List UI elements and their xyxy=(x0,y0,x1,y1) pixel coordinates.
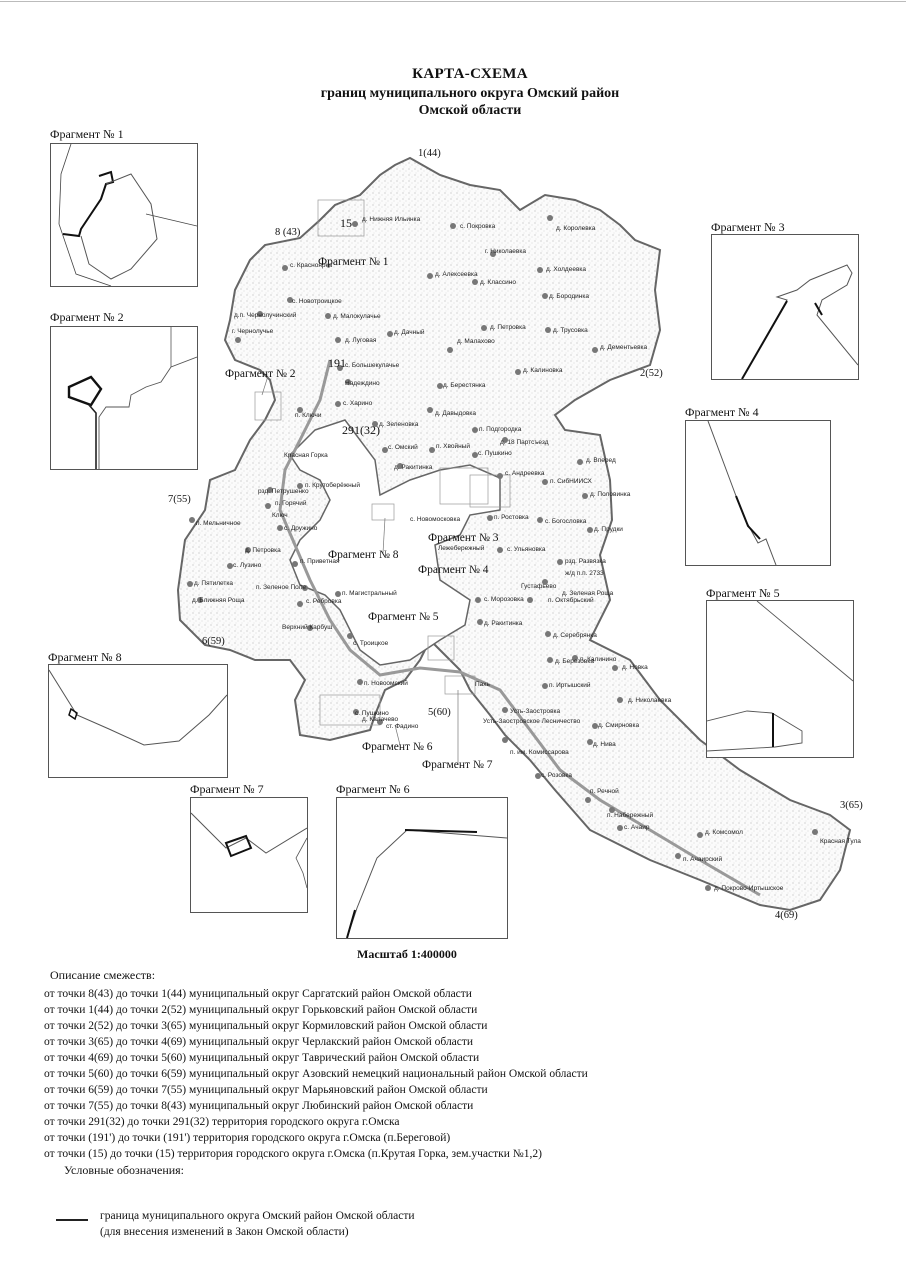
fragment-1-inset xyxy=(50,143,198,287)
description-line: от точки 2(52) до точки 3(65) муниципальный округ Кормиловский район Омской области xyxy=(44,1020,488,1032)
village-label: п. Ачаирский xyxy=(683,856,723,863)
description-line: от точки 6(59) до точки 7(55) муниципальный округ Марьяновский район Омской области xyxy=(44,1084,488,1096)
village-label: д. Берестянка xyxy=(443,382,486,389)
village-label: с. Лузино xyxy=(233,562,262,569)
village-label: д. Пятилетка xyxy=(194,580,233,587)
description-line: от точки 4(69) до точки 5(60) муниципальный округ Таврический район Омской области xyxy=(44,1052,480,1064)
point-3-label: 3(65) xyxy=(840,800,863,811)
description-title: Описание смежеств: xyxy=(50,968,156,982)
description-line: от точки 5(60) до точки 6(59) муниципальный округ Азовский немецкий национальный район Омской области xyxy=(44,1068,588,1080)
fragment-3-caption: Фрагмент № 3 xyxy=(711,220,785,234)
fragment-2-inset xyxy=(50,326,198,470)
village-label: д. Половинка xyxy=(590,491,631,498)
village-label: д. Комсомол xyxy=(705,829,743,836)
fragment-6-caption: Фрагмент № 6 xyxy=(336,782,410,796)
point-7-label: 7(55) xyxy=(168,494,191,505)
village-label: д. Ракитинка xyxy=(394,464,433,471)
description-line: от точки 1(44) до точки 2(52) муниципальный округ Горьковский район Омской области xyxy=(44,1004,478,1016)
point-15-label: 15 xyxy=(340,216,352,230)
village-label: Ключ xyxy=(272,512,288,519)
legend-boundary-symbol xyxy=(56,1219,88,1221)
village-label: д. Нижняя Ильинка xyxy=(362,216,421,223)
point-191-label: 191 xyxy=(328,356,346,370)
village-label: п. Подгородка xyxy=(479,426,522,433)
village-label: ж/д п.п. 2733 xyxy=(565,570,604,577)
village-label: д. Бородинка xyxy=(549,293,589,300)
village-label: с. Ачаир xyxy=(624,824,650,831)
description-line: от точки (15) до точки (15) территория городского округа г.Омска (п.Крутая Горка, зем.участки №1,2) xyxy=(44,1148,542,1160)
fragment-1-caption: Фрагмент № 1 xyxy=(50,127,124,141)
village-label: с. Харино xyxy=(343,400,373,407)
village-label: с. Андреевка xyxy=(505,470,545,477)
village-label: д. Давыдовка xyxy=(435,410,477,417)
village-label: Верхний Карбуш xyxy=(282,624,333,631)
village-label: д. Вперед xyxy=(586,457,616,464)
village-label: д. Королевка xyxy=(556,225,596,232)
village-label: с. Богословка xyxy=(545,518,587,525)
village-label: п. Набережный xyxy=(607,812,654,819)
village-label: д. Петровка xyxy=(490,324,526,331)
point-8-label: 8 (43) xyxy=(275,227,301,238)
village-label: д. Малахово xyxy=(457,338,495,345)
village-label: п. СибНИИСХ xyxy=(550,478,592,485)
village-label: д. Петровка xyxy=(245,547,281,554)
fragment-8-inset xyxy=(48,664,228,778)
village-label: п. Ключи xyxy=(295,412,322,419)
legend-title: Условные обозначения: xyxy=(64,1163,185,1177)
map-frag1-label: Фрагмент № 1 xyxy=(318,256,389,268)
fragment-4-caption: Фрагмент № 4 xyxy=(685,405,759,419)
village-label: п. Новоомский xyxy=(364,680,408,687)
village-label: с. Дружино xyxy=(284,525,318,532)
fragment-4-inset xyxy=(685,420,831,566)
point-291-label: 291(32) xyxy=(342,423,380,437)
map-title: КАРТА-СХЕМА xyxy=(412,66,528,82)
map-frag7-label: Фрагмент № 7 xyxy=(422,759,493,771)
village-label: д. Нива xyxy=(593,741,616,748)
fragment-3-inset xyxy=(711,234,859,380)
map-frag2-label: Фрагмент № 2 xyxy=(225,368,296,380)
village-label: с. Розовка xyxy=(541,772,573,779)
village-label: д. Серебрянка xyxy=(553,632,597,639)
village-label: п. Магистральный xyxy=(342,590,397,597)
village-label: Усть-Заостровка xyxy=(510,708,561,715)
village-label: п. Зеленое Поле xyxy=(256,584,307,591)
village-label: с. Ребровка xyxy=(306,598,342,605)
village-label: д. Новка xyxy=(622,664,648,671)
village-label: Красная Горка xyxy=(284,452,328,459)
village-label: ст. Фадино xyxy=(386,723,419,730)
point-6-label: 6(59) xyxy=(202,636,225,647)
description-line: от точки 8(43) до точки 1(44) муниципальный округ Саргатский район Омской области xyxy=(44,988,472,1000)
village-label: с. Ульяновка xyxy=(507,546,546,553)
village-label: Красная Тула xyxy=(820,838,861,845)
village-label: д. Зеленая Роща xyxy=(562,590,614,597)
village-label: д. Дачный xyxy=(394,329,425,336)
legend-text-line2: (для внесения изменений в Закон Омской области) xyxy=(100,1226,349,1238)
map-frag5-label: Фрагмент № 5 xyxy=(368,611,439,623)
fragment-5-caption: Фрагмент № 5 xyxy=(706,586,780,600)
village-label: д. Алексеевка xyxy=(435,271,478,278)
village-label: п. Ростовка xyxy=(494,514,529,521)
village-label: д.п. Чернолучинский xyxy=(234,312,297,319)
village-label: с. Новотроицкое xyxy=(292,298,342,305)
fragment-8-caption: Фрагмент № 8 xyxy=(48,650,122,664)
village-label: д. Николаевка xyxy=(628,697,672,704)
map-subtitle: границ муниципального округа Омский район xyxy=(320,86,620,101)
village-label: с. Большекулачье xyxy=(345,362,400,369)
village-label: д. Холдеевка xyxy=(546,266,587,273)
village-label: Надеждино xyxy=(345,380,380,387)
village-label: с. Пушкино xyxy=(478,450,512,457)
village-label: д. Покрово-Иртышское xyxy=(714,885,784,892)
map-subtitle-region: Омской области xyxy=(418,103,522,118)
village-label: п. Хвойный xyxy=(436,443,470,450)
village-label: д. Ближняя Роща xyxy=(192,597,245,604)
village-label: д. Ракитинка xyxy=(484,620,523,627)
village-label: Пахь xyxy=(475,681,490,688)
map-frag6-label: Фрагмент № 6 xyxy=(362,741,433,753)
village-label: п. Речной xyxy=(590,788,619,795)
village-label: с. Морозовка xyxy=(484,596,524,603)
village-label: д. Луговая xyxy=(345,337,377,344)
map-frag8-label: Фрагмент № 8 xyxy=(328,549,399,561)
map-frag3-label: Фрагмент № 3 xyxy=(428,532,499,544)
village-label: г. Николаевка xyxy=(485,248,526,255)
village-label: д. Малокулачье xyxy=(333,313,381,320)
village-label: д. Зеленовка xyxy=(379,421,419,428)
village-label: д. Смирновка xyxy=(598,722,640,729)
village-label: Усть-Заостровское Лесничество xyxy=(483,718,581,725)
fragment-5-inset xyxy=(706,600,854,758)
fragment-6-inset xyxy=(336,797,508,939)
village-label: рзд. Петрушенко xyxy=(258,488,309,495)
village-label: д. Дементьевка xyxy=(600,344,648,351)
legend-text-line1: граница муниципального округа Омский район Омской области xyxy=(100,1210,415,1222)
village-label: д. Классино xyxy=(480,279,516,286)
village-label: с. Покровка xyxy=(460,223,496,230)
point-2-label: 2(52) xyxy=(640,368,663,379)
village-label: д. Трусовка xyxy=(553,327,588,334)
description-line: от точки 3(65) до точки 4(69) муниципальный округ Черлакский район Омской области xyxy=(44,1036,474,1048)
village-label: п. Калинино xyxy=(580,656,617,663)
village-label: д. Калиновка xyxy=(523,367,563,374)
village-label: с. Троицкое xyxy=(353,640,389,647)
village-label: п. Мельничное xyxy=(196,520,241,527)
fragment-2-caption: Фрагмент № 2 xyxy=(50,310,124,324)
fragment-7-inset xyxy=(190,797,308,913)
village-label: Густафьево xyxy=(521,583,557,590)
village-label: с. Пушкино xyxy=(355,710,389,717)
fragment-7-caption: Фрагмент № 7 xyxy=(190,782,264,796)
description-line: от точки 7(55) до точки 8(43) муниципальный округ Любинский район Омской области xyxy=(44,1100,474,1112)
point-1-label: 1(44) xyxy=(418,148,441,159)
village-label: д. 18 Партсъезд xyxy=(500,439,549,446)
village-label: п. Приветная xyxy=(300,558,340,565)
description-line: от точки (191') до точки (191') территория городского округа г.Омска (п.Береговой) xyxy=(44,1132,451,1144)
village-label: п. Горячий xyxy=(275,500,307,507)
village-label: с. Омский xyxy=(388,444,418,451)
village-label: г. Чернолучье xyxy=(232,328,274,335)
village-label: рзд. Развязка xyxy=(565,558,606,565)
village-label: с. Новомосковка xyxy=(410,516,461,523)
village-label: д. Калачево xyxy=(362,716,399,723)
village-label: п. Крутоберёжный xyxy=(305,482,360,489)
village-label: п. Иртышский xyxy=(549,682,591,689)
village-label: д. Прудки xyxy=(594,526,623,533)
point-5-label: 5(60) xyxy=(428,707,451,718)
scale-label: Масштаб 1:400000 xyxy=(357,947,457,961)
description-line: от точки 291(32) до точки 291(32) территория городского округа г.Омска xyxy=(44,1116,400,1128)
village-label: п. им. Комиссарова xyxy=(510,749,569,756)
village-label: с. Красноярка xyxy=(290,262,333,269)
village-label: д. Березовка xyxy=(555,658,594,665)
map-frag4-label: Фрагмент № 4 xyxy=(418,564,489,576)
point-4-label: 4(69) xyxy=(775,910,798,921)
village-label: п. Октябрьский xyxy=(548,597,594,604)
village-label: Лежебережный xyxy=(438,545,485,552)
